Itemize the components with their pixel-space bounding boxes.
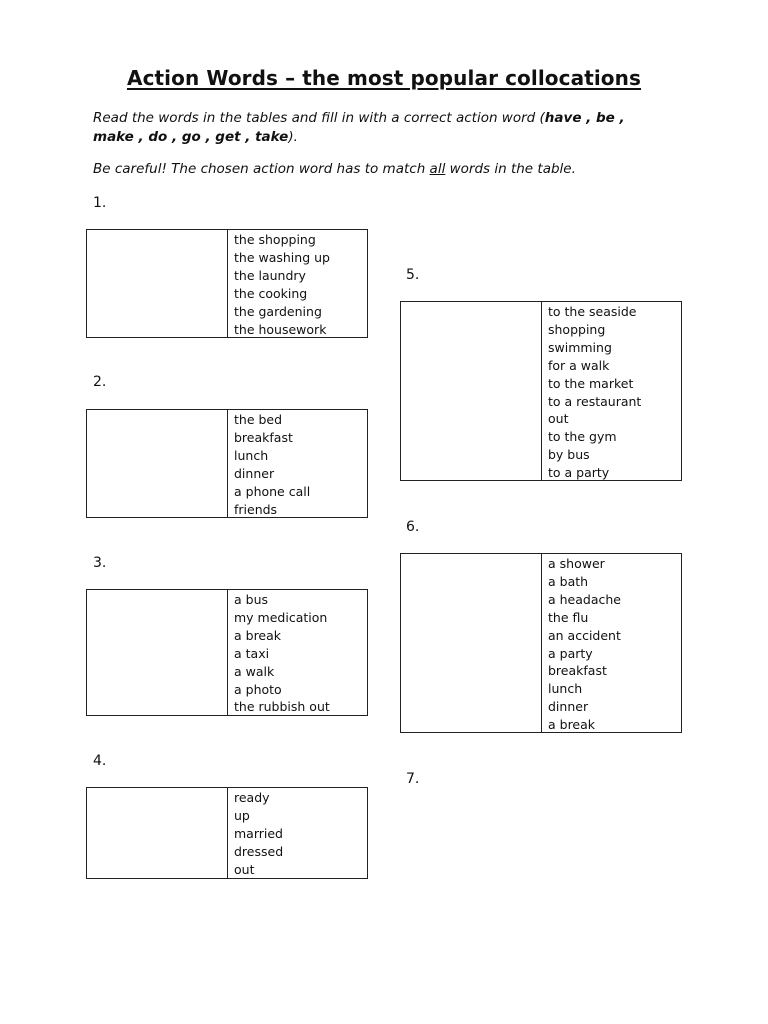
list-item: shopping: [548, 321, 606, 337]
list-item: the shopping: [234, 232, 316, 247]
list-item: breakfast: [234, 429, 293, 445]
list-item: an accident: [548, 627, 621, 643]
list-item: a taxi: [234, 645, 270, 661]
exercise-4-word-list: [228, 788, 283, 878]
list-item: the washing up: [234, 249, 330, 265]
list-item: dressed: [234, 843, 284, 859]
list-item: the cooking: [234, 285, 308, 301]
list-item: to the gym: [548, 429, 617, 445]
exercise-6-table: [400, 553, 682, 733]
exercise-3-number: 3.: [93, 555, 107, 571]
exercise-4-number: 4.: [93, 753, 107, 769]
list-item: the flu: [548, 609, 589, 625]
list-item: breakfast: [548, 663, 607, 679]
instructions-paragraph: [93, 109, 693, 147]
exercise-3-table: [86, 589, 368, 716]
exercise-5-table: [400, 301, 682, 481]
exercise-2-number: 2.: [93, 374, 107, 390]
exercise-5-answer-cell[interactable]: [401, 302, 542, 480]
exercise-4-answer-cell[interactable]: [87, 788, 228, 878]
list-item: lunch: [234, 447, 269, 463]
list-item: a break: [548, 717, 596, 733]
exercise-7-number: 7.: [406, 771, 420, 787]
exercise-2-table: [86, 409, 368, 518]
list-item: lunch: [548, 681, 583, 697]
instructions-text: Read the words in the tables and fill in with a correct action word (: [93, 110, 545, 126]
exercise-5-number: 5.: [406, 267, 420, 283]
exercise-2-word-list: [228, 410, 310, 517]
action-words-line2: make , do , go , get , take: [93, 129, 289, 145]
warning-underlined-word: all: [429, 161, 446, 177]
action-words-line1: have , be ,: [544, 110, 625, 126]
exercise-6-number: 6.: [406, 519, 420, 535]
list-item: a headache: [548, 591, 621, 607]
exercise-3-answer-cell[interactable]: [87, 590, 228, 715]
list-item: the laundry: [234, 267, 306, 283]
exercise-2-answer-cell[interactable]: [87, 410, 228, 517]
list-item: out: [548, 411, 569, 427]
list-item: to a party: [548, 465, 610, 481]
list-item: to the market: [548, 375, 634, 391]
list-item: a bus: [234, 592, 269, 607]
list-item: a phone call: [234, 483, 311, 499]
list-item: dinner: [548, 699, 589, 715]
list-item: my medication: [234, 609, 328, 625]
list-item: the bed: [234, 412, 283, 427]
exercise-5-word-list: [542, 302, 641, 480]
list-item: a shower: [548, 556, 605, 571]
list-item: a bath: [548, 573, 589, 589]
warning-paragraph: [93, 160, 693, 179]
list-item: the housework: [234, 321, 327, 337]
list-item: to a restaurant: [548, 393, 642, 409]
list-item: dinner: [234, 465, 275, 481]
exercise-6-word-list: [542, 554, 621, 732]
list-item: up: [234, 807, 250, 823]
list-item: a break: [234, 627, 282, 643]
exercise-1-answer-cell[interactable]: [87, 230, 228, 337]
list-item: the gardening: [234, 303, 322, 319]
exercise-3-word-list: [228, 590, 330, 715]
exercise-4-table: [86, 787, 368, 879]
exercise-1-word-list: [228, 230, 330, 337]
list-item: swimming: [548, 339, 612, 355]
list-item: a walk: [234, 663, 275, 679]
exercise-6-answer-cell[interactable]: [401, 554, 542, 732]
exercise-1-table: [86, 229, 368, 338]
list-item: ready: [234, 790, 270, 805]
warning-text-before: Be careful! The chosen action word has to match: [93, 161, 430, 177]
list-item: a photo: [234, 681, 282, 697]
list-item: out: [234, 861, 255, 877]
list-item: to the seaside: [548, 304, 637, 319]
list-item: for a walk: [548, 357, 610, 373]
list-item: the rubbish out: [234, 699, 330, 715]
page-title: Action Words – the most popular collocations: [126, 66, 641, 90]
list-item: friends: [234, 501, 278, 517]
list-item: by bus: [548, 447, 590, 463]
list-item: married: [234, 825, 283, 841]
list-item: a party: [548, 645, 593, 661]
exercise-1-number: 1.: [93, 195, 107, 211]
warning-text-after: words in the table.: [445, 161, 576, 177]
instructions-end: ).: [288, 129, 298, 145]
